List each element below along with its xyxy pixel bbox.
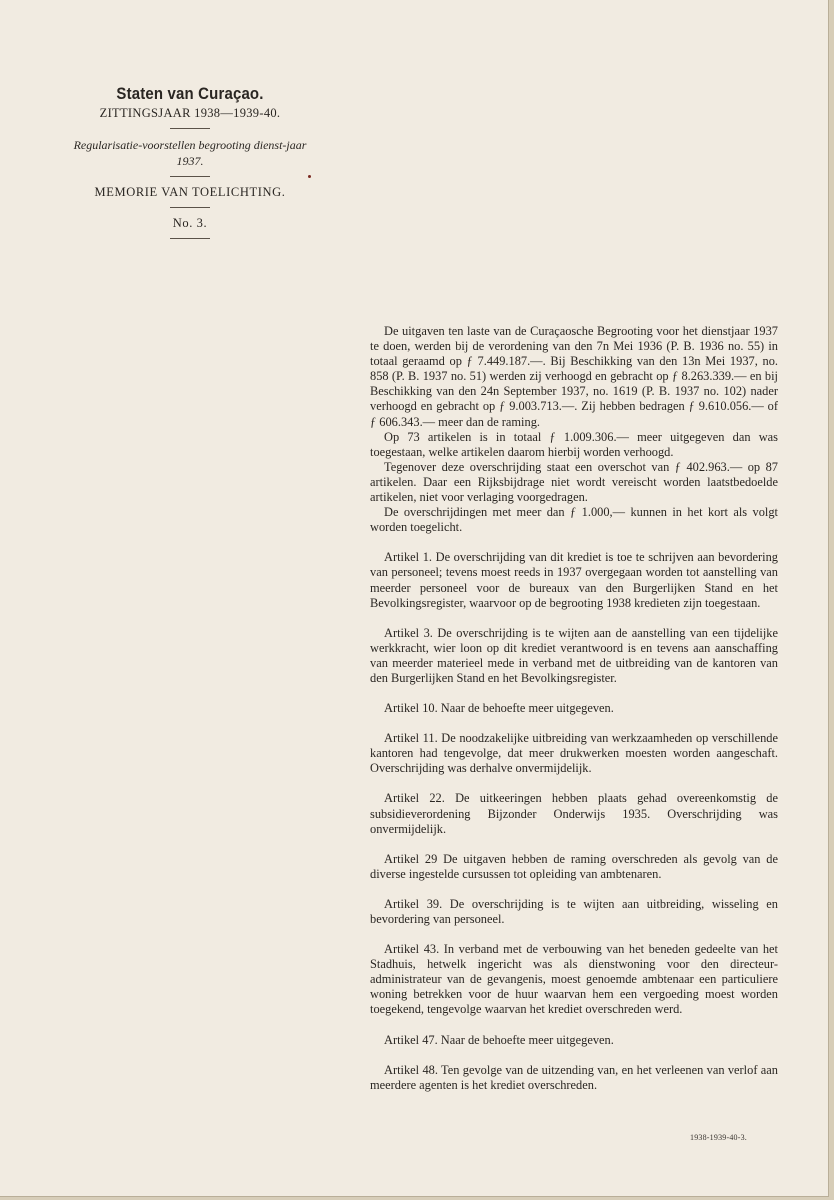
document-subject: Regularisatie-voorstellen begrooting dienst-jaar 1937. — [73, 138, 307, 168]
divider — [170, 207, 210, 208]
article-paragraph: Artikel 47. Naar de behoefte meer uitgegeven. — [384, 1032, 614, 1047]
divider — [170, 238, 210, 239]
article-paragraph: Artikel 10. Naar de behoefte meer uitgegeven. — [384, 701, 614, 716]
article-paragraph: Artikel 43. In verband met de verbouwing van het beneden gedeelte van het Stadhuis, hetwelk ingericht was als dienstwoning voor den directeur-administrateur van de gevangenis, moest genoemde ambtenaar een particuliere woning betrekken voor de huur waarvan hem een vergoeding moest worden toegekend, tengevolge waarvan het krediet overschreden werd. — [370, 942, 778, 1017]
intro-paragraph: Op 73 artikelen is in totaal ƒ 1.009.306.— meer uitgegeven dan was toegestaan, welke artikelen daarom hierbij worden verhoogd. — [370, 429, 778, 459]
intro-paragraph: De uitgaven ten laste van de Curaçaosche Begrooting voor het dienstjaar 1937 te doen, werden bij de verordening van den 7n Mei 1936 (P. B. 1936 no. 55) in totaal geraamd op ƒ 7.449.187.—. Bij Beschikking van den 13n Mei 1937, no. 858 (P. B. 1937 no. 51) werden zij verhoogd en gebracht op ƒ 8.263.339.— en bij Beschikking van den 24n September 1937, no. 1619 (P. B. 1937 no. 102) nader verhoogd en gebracht op ƒ 9.003.713.—. Zij hebben bedragen ƒ 9.610.056.— of ƒ 606.343.— meer dan de raming. — [370, 324, 778, 429]
article-paragraph: Artikel 39. De overschrijding is te wijten aan uitbreiding, wisseling en bevordering van personeel. — [370, 896, 778, 926]
intro-paragraph: De overschrijdingen met meer dan ƒ 1.000,— kunnen in het kort als volgt worden toegelicht. — [370, 505, 778, 535]
print-code: 1938-1939-40-3. — [690, 1133, 747, 1142]
divider — [170, 128, 210, 129]
document-title: Staten van Curaçao. — [116, 84, 264, 103]
session-year: ZITTINGSJAAR 1938—1939-40. — [99, 106, 281, 120]
document-header — [40, 84, 340, 247]
article-paragraph: Artikel 1. De overschrijding van dit krediet is toe te schrijven aan bevordering van personeel; tevens moest reeds in 1937 overgegaan worden tot aanstelling van meerder personeel voor de bureaux van den Burgerlijken Stand en het Bevolkingsregister, waarvoor op de begrooting 1938 kredieten zijn toegestaan. — [370, 550, 778, 610]
divider — [170, 176, 210, 177]
ink-mark — [308, 175, 311, 178]
document-number: No. 3. — [172, 216, 208, 230]
memorie-heading: MEMORIE VAN TOELICHTING. — [94, 185, 286, 199]
article-paragraph: Artikel 11. De noodzakelijke uitbreiding van werkzaamheden op verschillende kantoren had tengevolge, dat meer drukwerken moesten worden aangeschaft. Overschrijding was derhalve onvermijdelijk. — [370, 731, 778, 776]
article-paragraph: Artikel 3. De overschrijding is te wijten aan de aanstelling van een tijdelijke werkkracht, wier loon op dit krediet verantwoord is en tevens aan aanschaffing van meerder materieel mede in verband met de uitbreiding van de kantoren van den Burgerlijken Stand en het Bevolkingsregister. — [370, 625, 778, 685]
intro-paragraph: Tegenover deze overschrijding staat een overschot van ƒ 402.963.— op 87 artikelen. Daar een Rijksbijdrage niet wordt vereischt worden laatstbedoelde artikelen, niet voor verlaging voorgedragen. — [370, 459, 778, 505]
article-paragraph: Artikel 29 De uitgaven hebben de raming overschreden als gevolg van de diverse ingestelde cursussen tot opleiding van ambtenaren. — [370, 851, 778, 881]
article-paragraph: Artikel 22. De uitkeeringen hebben plaats gehad overeenkomstig de subsidieverordening Bijzonder Onderwijs 1935. Overschrijding was onvermijdelijk. — [370, 791, 778, 836]
article-paragraph: Artikel 48. Ten gevolge van de uitzending van, en het verleenen van verlof aan meerdere agenten is het krediet overschreden. — [370, 1062, 778, 1092]
body-text — [370, 324, 778, 1093]
